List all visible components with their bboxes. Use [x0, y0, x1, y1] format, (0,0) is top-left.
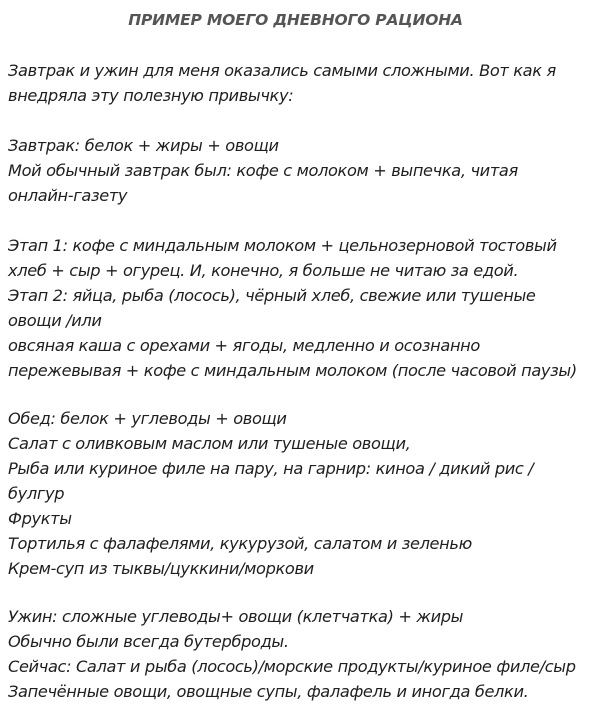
dinner-line: Сейчас: Салат и рыба (лосось)/морские продукты/куриное филе/сыр	[8, 657, 576, 676]
lunch-line: Рыба или куриное филе на пару, на гарнир: киноа / дикий рис /	[8, 459, 534, 478]
breakfast-line: онлайн-газету	[8, 186, 128, 205]
dinner-line: Обычно были всегда бутерброды.	[8, 632, 289, 651]
stage-line: овощи /или	[8, 311, 102, 330]
intro-line: внедряла эту полезную привычку:	[8, 86, 294, 105]
breakfast-line: Мой обычный завтрак был: кофе с молоком + выпечка, читая	[8, 161, 518, 180]
stage-line: Этап 1: кофе с миндальным молоком + цельнозерновой тостовый	[8, 236, 557, 255]
lunch-line: Салат с оливковым маслом или тушеные овощи,	[8, 434, 411, 453]
lunch-line: Фрукты	[8, 509, 72, 528]
stage-line: хлеб + сыр + огурец. И, конечно, я больше не читаю за едой.	[8, 261, 519, 280]
stage-line: пережевывая + кофе с миндальным молоком (после часовой паузы)	[8, 361, 577, 380]
dinner-heading: Ужин: сложные углеводы+ овощи (клетчатка) + жиры	[8, 607, 464, 626]
lunch-line: Тортилья с фалафелями, кукурузой, салатом и зеленью	[8, 534, 472, 553]
lunch-line: Крем-суп из тыквы/цуккини/моркови	[8, 559, 314, 578]
breakfast-heading: Завтрак: белок + жиры + овощи	[8, 136, 279, 155]
intro-line: Завтрак и ужин для меня оказались самыми сложными. Вот как я	[8, 61, 556, 80]
lunch-line: булгур	[8, 484, 65, 503]
stage-line: овсяная каша с орехами + ягоды, медленно и осознанно	[8, 336, 480, 355]
lunch-heading: Обед: белок + углеводы + овощи	[8, 409, 287, 428]
dinner-line: Запечённые овощи, овощные супы, фалафель и иногда белки.	[8, 682, 529, 701]
stage-line: Этап 2: яйца, рыба (лосось), чёрный хлеб, свежие или тушеные	[8, 286, 536, 305]
document-title: ПРИМЕР МОЕГО ДНЕВНОГО РАЦИОНА	[128, 11, 463, 29]
